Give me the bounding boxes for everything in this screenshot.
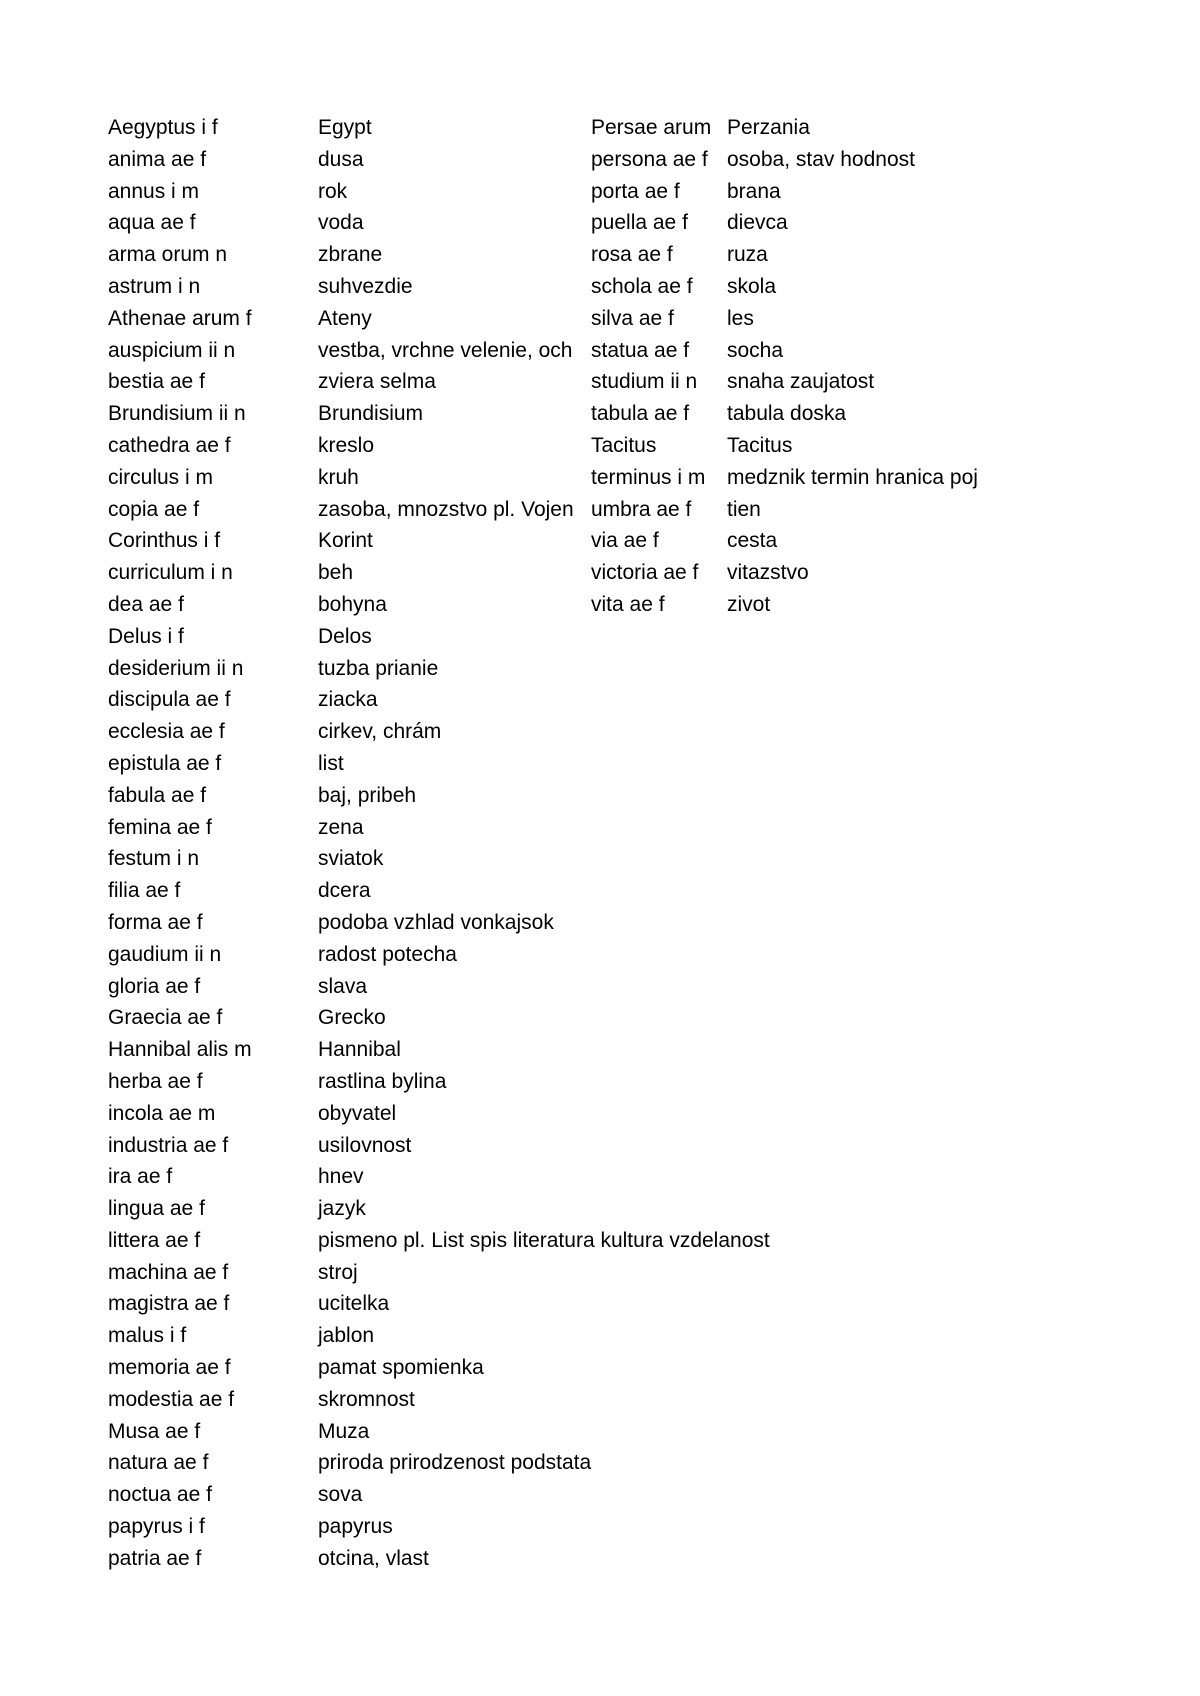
latin-word: industria ae f [108, 1133, 229, 1157]
slovak-translation: Egypt [318, 116, 372, 139]
latin-word: memoria ae f [108, 1356, 231, 1380]
latin-word: natura ae f [108, 1451, 209, 1475]
slovak-translation: dcera [318, 879, 371, 903]
latin-word: Persae arum [591, 116, 712, 139]
slovak-translation: skola [727, 274, 777, 298]
latin-word: Delus i f [108, 624, 184, 648]
latin-word: anima ae f [108, 147, 207, 171]
latin-word: ecclesia ae f [108, 720, 225, 744]
right-slovak-column [727, 112, 1000, 621]
latin-word: rosa ae f [591, 243, 673, 267]
latin-word: patria ae f [108, 1546, 202, 1570]
slovak-translation: bohyna [318, 592, 387, 616]
slovak-translation: sova [318, 1483, 363, 1507]
slovak-translation: osoba, stav hodnost [727, 147, 915, 171]
slovak-translation: Grecko [318, 1006, 386, 1030]
latin-word: auspicium ii n [108, 338, 236, 362]
latin-word: discipula ae f [108, 688, 231, 712]
slovak-translation: Tacitus [727, 433, 793, 457]
latin-word: Aegyptus i f [108, 116, 218, 139]
slovak-translation: jablon [318, 1324, 375, 1348]
latin-word: malus i f [108, 1324, 187, 1348]
slovak-translation: snaha zaujatost [727, 370, 875, 394]
latin-word: papyrus i f [108, 1515, 205, 1539]
latin-word: arma orum n [108, 243, 228, 267]
slovak-translation: podoba vzhlad vonkajsok [318, 910, 554, 934]
slovak-translation: jazyk [318, 1197, 366, 1221]
latin-word: schola ae f [591, 274, 693, 298]
latin-word: puella ae f [591, 211, 688, 235]
latin-word: bestia ae f [108, 370, 205, 394]
latin-word: gloria ae f [108, 974, 201, 998]
latin-word: modestia ae f [108, 1387, 235, 1411]
latin-word: Graecia ae f [108, 1006, 223, 1030]
slovak-translation: cesta [727, 529, 778, 553]
slovak-translation: ruza [727, 243, 768, 267]
slovak-translation: brana [727, 179, 781, 203]
slovak-translation: Brundisium [318, 402, 424, 426]
latin-word: filia ae f [108, 879, 181, 903]
slovak-translation: ucitelka [318, 1292, 390, 1316]
latin-word: dea ae f [108, 592, 184, 616]
latin-word: Corinthus i f [108, 529, 221, 553]
latin-word: lingua ae f [108, 1197, 205, 1221]
slovak-translation: pamat spomienka [318, 1356, 484, 1380]
latin-word: copia ae f [108, 497, 200, 521]
slovak-translation: Hannibal [318, 1038, 401, 1062]
slovak-translation: voda [318, 211, 364, 235]
latin-word: littera ae f [108, 1228, 201, 1252]
slovak-translation: baj, pribeh [318, 783, 417, 807]
slovak-translation: list [318, 751, 344, 775]
slovak-translation: rastlina bylina [318, 1069, 447, 1093]
latin-word: astrum i n [108, 274, 201, 298]
latin-word: machina ae f [108, 1260, 229, 1284]
latin-word: desiderium ii n [108, 656, 244, 680]
slovak-translation: zbrane [318, 243, 383, 267]
slovak-translation: tuzba prianie [318, 656, 439, 680]
slovak-translation: otcina, vlast [318, 1546, 429, 1570]
slovak-translation: stroj [318, 1260, 358, 1284]
latin-word: vita ae f [591, 592, 665, 616]
slovak-translation: zasoba, mnozstvo pl. Vojen [318, 497, 574, 521]
slovak-translation: socha [727, 338, 784, 362]
latin-word: tabula ae f [591, 402, 690, 426]
slovak-translation: zivot [727, 592, 771, 616]
slovak-translation: medznik termin hranica poj [727, 465, 978, 489]
latin-word: umbra ae f [591, 497, 692, 521]
latin-word: Musa ae f [108, 1419, 201, 1443]
latin-word: fabula ae f [108, 783, 207, 807]
slovak-translation: rok [318, 179, 348, 203]
latin-word: Hannibal alis m [108, 1038, 252, 1062]
slovak-translation: dusa [318, 147, 364, 171]
latin-word: epistula ae f [108, 751, 222, 775]
latin-word: studium ii n [591, 370, 698, 394]
slovak-translation: kruh [318, 465, 359, 489]
latin-word: gaudium ii n [108, 942, 222, 966]
latin-word: festum i n [108, 847, 200, 871]
slovak-translation: radost potecha [318, 942, 457, 966]
latin-word: cathedra ae f [108, 433, 231, 457]
slovak-translation: vitazstvo [727, 561, 809, 585]
slovak-translation: slava [318, 974, 368, 998]
right-latin-column [591, 112, 725, 621]
latin-word: herba ae f [108, 1069, 203, 1093]
latin-word: victoria ae f [591, 561, 699, 585]
slovak-translation: beh [318, 561, 354, 585]
slovak-translation: kreslo [318, 433, 375, 457]
left-latin-column [108, 112, 316, 1575]
latin-word: incola ae m [108, 1101, 216, 1125]
slovak-translation: suhvezdie [318, 274, 413, 298]
slovak-translation: usilovnost [318, 1133, 412, 1157]
latin-word: ira ae f [108, 1165, 173, 1189]
slovak-translation: obyvatel [318, 1101, 397, 1125]
slovak-translation: Perzania [727, 116, 810, 139]
slovak-translation: vestba, vrchne velenie, och [318, 338, 573, 362]
latin-word: Brundisium ii n [108, 402, 246, 426]
latin-word: Athenae arum f [108, 306, 252, 330]
slovak-translation: zena [318, 815, 364, 839]
slovak-translation: Ateny [318, 306, 372, 330]
latin-word: terminus i m [591, 465, 706, 489]
latin-word: curriculum i n [108, 561, 233, 585]
latin-word: aqua ae f [108, 211, 196, 235]
latin-word: porta ae f [591, 179, 680, 203]
slovak-translation: les [727, 306, 754, 330]
latin-word: forma ae f [108, 910, 203, 934]
slovak-translation: skromnost [318, 1387, 415, 1411]
latin-word: circulus i m [108, 465, 214, 489]
latin-word: Tacitus [591, 433, 657, 457]
latin-word: annus i m [108, 179, 200, 203]
latin-word: statua ae f [591, 338, 690, 362]
slovak-translation: tien [727, 497, 761, 521]
latin-word: femina ae f [108, 815, 212, 839]
slovak-translation: hnev [318, 1165, 364, 1189]
slovak-translation: ziacka [318, 688, 378, 712]
latin-word: noctua ae f [108, 1483, 212, 1507]
slovak-translation: sviatok [318, 847, 384, 871]
slovak-translation: papyrus [318, 1515, 393, 1539]
slovak-translation: Muza [318, 1419, 370, 1443]
slovak-translation: Delos [318, 624, 372, 648]
slovak-translation: tabula doska [727, 402, 847, 426]
slovak-translation: zviera selma [318, 370, 436, 394]
slovak-translation: pismeno pl. List spis literatura kultura vzdelanost [318, 1228, 770, 1252]
slovak-translation: priroda prirodzenost podstata [318, 1451, 592, 1475]
slovak-translation: cirkev, chrám [318, 720, 442, 744]
latin-word: silva ae f [591, 306, 674, 330]
slovak-translation: Korint [318, 529, 373, 553]
latin-word: persona ae f [591, 147, 708, 171]
latin-word: magistra ae f [108, 1292, 230, 1316]
slovak-translation: dievca [727, 211, 788, 235]
latin-word: via ae f [591, 529, 659, 553]
